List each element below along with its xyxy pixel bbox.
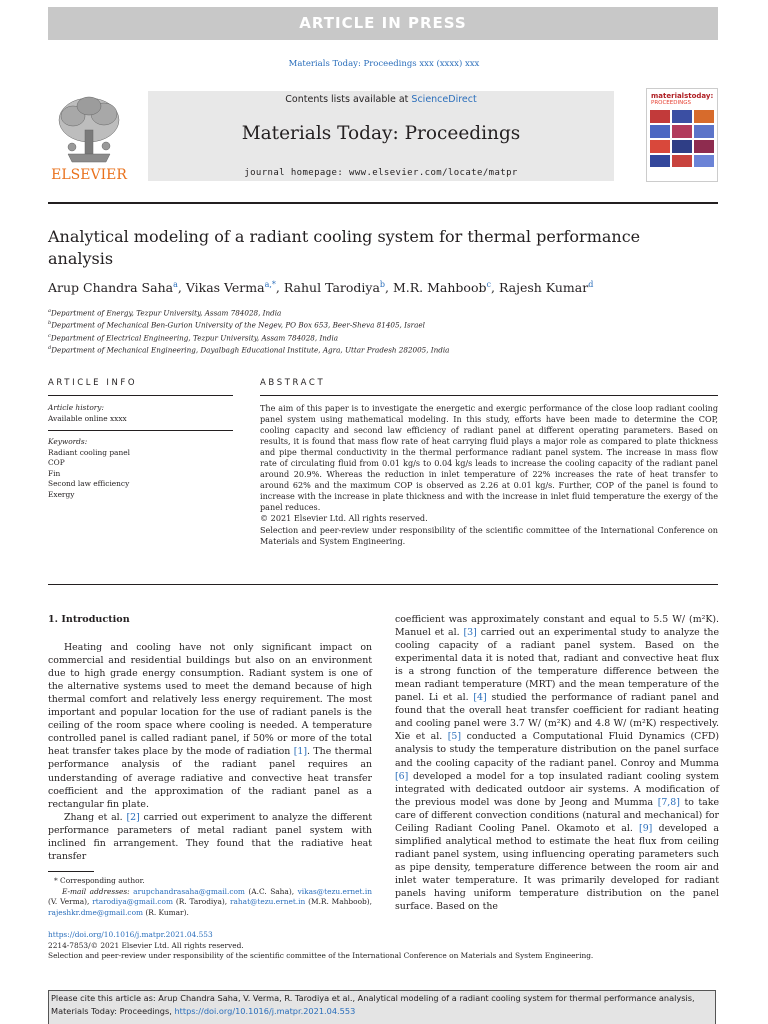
contents-line: [148, 94, 614, 105]
affiliation-marker: d: [48, 345, 52, 352]
author-affiliation-marker[interactable]: b: [379, 280, 386, 289]
author-affiliation-marker[interactable]: d: [588, 280, 594, 289]
elsevier-wordmark: ELSEVIER: [51, 167, 127, 182]
bottom-notes: [48, 930, 718, 962]
author-separator: ,: [275, 280, 284, 296]
author-separator: ,: [490, 280, 499, 296]
journal-header: [48, 88, 718, 184]
author-name: Arup Chandra Saha: [48, 280, 174, 296]
intro-paragraph-1: Heating and cooling have not only significant impact on commercial and residential buildings but also on an environment due to high grade energy consumption. Radiant system is one of the alternative systems used to meet the demand because of high thermal comfort and relatively less energy requirement. The most important and popular location for the use of radiant panels is the ceiling of the room space where cooling is needed. A temperature controlled panel is called radiant panel, if 50% or more of the total heat transfer takes place by the mode of radiation [1]. The thermal performance analysis of the radiant panel requires an understanding of average radiative and convective heat transfer coefficient and the approximation of the radiant panel as a rectangular fin plate.: [48, 642, 372, 810]
citation-link-1[interactable]: [1]: [293, 746, 307, 758]
citation-link-6[interactable]: [6]: [395, 770, 409, 782]
citation-box: [48, 990, 716, 1024]
author-name: Rajesh Kumar: [498, 280, 589, 296]
issn-line: 2214-7853/© 2021 Elsevier Ltd. All rights reserved.: [48, 940, 244, 950]
author-affiliation-marker[interactable]: a: [173, 280, 178, 289]
article-history-label: Article history:: [48, 403, 104, 412]
affiliation-text: Department of Mechanical Ben-Gurion University of the Negev, PO Box 653, Beer-Sheva 81405, Israel: [51, 320, 425, 330]
contents-prefix: Contents lists available at: [285, 94, 412, 105]
keyword-item: Second law efficiency: [48, 479, 130, 488]
affiliation-text: Department of Energy, Tezpur University, Assam 784028, India: [50, 308, 282, 318]
elsevier-logo: [48, 92, 130, 182]
article-history-value: Available online xxxx: [48, 413, 127, 423]
section-heading-introduction: 1. Introduction: [48, 614, 130, 625]
keyword-item: COP: [48, 458, 65, 467]
keyword-item: Radiant cooling panel: [48, 447, 130, 457]
citation-link-3[interactable]: [3]: [463, 627, 477, 639]
author-list: [48, 280, 708, 295]
affiliation-item: [48, 343, 708, 355]
citation-doi-link[interactable]: https://doi.org/10.1016/j.matpr.2021.04.553: [174, 1006, 356, 1016]
header-rule: [48, 202, 718, 204]
abstract-body: The aim of this paper is to investigate the energetic and exergic performance of the close loop radiant cooling panel system using mathematical modeling. In this study, efforts have been made to determine the COP, cooling capacity and second law efficiency of radiant panel at different operating parameters. Based on results, it is found that mass flow rate of heat carrying fluid plays a major role as compared to plate thickness and pipe thermal conductivity in the thermal performance radiant panel system. The increase in mass flow rate of circulating fluid from 0.01 kg/s to 0.04 kg/s leads to increase the cooling capacity of the radiant panel around 20.9%. Whereas the reduction in inlet temperature of 22% increases the rate of heat transfer to around 62% and the maximum COP is observed as 2.26 at 0.01 kg/s. Further, COP of the panel is found to increase with the increase in plate thickness and with the increase in inlet fluid temperature the exergy of the panel reduces.: [260, 403, 718, 513]
abstract-bottom-rule: [48, 584, 718, 585]
author-name: Vikas Verma: [185, 280, 265, 296]
citation-link-2[interactable]: [2]: [126, 811, 140, 823]
email-link-kumar[interactable]: rajeshkr.dme@gmail.com: [48, 907, 144, 917]
email-link-verma[interactable]: vikas@tezu.ernet.in: [297, 886, 372, 896]
author-separator: ,: [177, 280, 186, 296]
article-title: Analytical modeling of a radiant cooling system for thermal performance analysis: [48, 227, 641, 268]
body-column-right: [395, 613, 719, 913]
cover-title: materialstoday:: [651, 92, 714, 100]
affiliation-item: [48, 331, 708, 343]
keyword-item: Exergy: [48, 489, 75, 499]
affiliation-marker: b: [48, 320, 52, 327]
body-column-left: [48, 613, 372, 863]
cover-image-grid: [648, 110, 716, 168]
abstract-heading: ABSTRACT: [260, 378, 326, 388]
article-in-press-banner: ARTICLE IN PRESS: [48, 7, 718, 40]
affiliation-marker: c: [48, 332, 51, 339]
keyword-item: Fin: [48, 468, 61, 478]
affiliation-text: Department of Mechanical Engineering, Dayalbagh Educational Institute, Agra, Uttar Pradesh 282005, India: [51, 345, 450, 355]
journal-reference-link[interactable]: Materials Today: Proceedings xxx (xxxx) xxx: [288, 59, 480, 69]
article-info-heading: ARTICLE INFO: [48, 378, 138, 388]
intro-paragraph-2: Zhang et al. [2] carried out experiment to analyze the different performance parameters of metal radiant panel system with inclined fin arrangement. They found that the radiative heat transfer: [48, 811, 372, 862]
citation-link-4[interactable]: [4]: [473, 692, 487, 704]
footnote-rule: [48, 871, 94, 872]
author-name: M.R. Mahboob: [393, 280, 487, 296]
author-affiliation-marker[interactable]: a,*: [264, 280, 276, 289]
doi-link[interactable]: https://doi.org/10.1016/j.matpr.2021.04.553: [48, 930, 213, 939]
sciencedirect-link[interactable]: ScienceDirect: [411, 94, 477, 105]
affiliation-list: [48, 306, 708, 356]
article-info-rule: [48, 395, 233, 396]
email-addresses: E-mail addresses: arupchandrasaha@gmail.com (A.C. Saha), vikas@tezu.ernet.in (V. Verma), rtarodiya@gmail.com (R. Tarodiya), rahat@tezu.ernet.in (M.R. Mahboob), rajeshkr.dme@gmail.com (R. Kumar).: [48, 886, 373, 917]
corresponding-author-note: * Corresponding author.: [54, 876, 145, 885]
intro-paragraph-2-cont: coefficient was approximately constant and equal to 5.5 W/ (m²K). Manuel et al. [3] carried out an experimental study to analyze the cooling capacity of a radiant panel system. Based on the experimental data it is noted that, radiant and convective heat flux is a strong function of the temperature difference between the mean radiant temperature (MRT) and the mean temperature of the panel. Li et al. [4] studied the performance of radiant panel and found that the overall heat transfer coefficient for radiant heating and cooling panel were 3.7 W/ (m²K) and 4.8 W/ (m²K) respectively. Xie et al. [5] conducted a Computational Fluid Dynamics (CFD) analysis to study the temperature distribution on the panel surface and the cooling capacity of the radiant panel. Conroy and Mumma [6] developed a model for a top insulated radiant cooling system integrated with dedicated outdoor air systems. A modification of the previous model was done by Jeong and Mumma [7,8] to take care of different convection conditions (natural and mechanical) for Ceiling Radiant Cooling Panel. Okamoto et al. [9] developed a simplified analytical method to estimate the heat flux from ceiling radiant panel system, using influencing operating parameters such as pipe density, temperature difference between the room air and inlet water temperature. It was primarily developed for radiant panels having uniform temperature distribution on the panel surface. Based on the: [395, 614, 720, 913]
cover-subtitle: PROCEEDINGS: [651, 100, 691, 106]
affiliation-item: [48, 306, 708, 318]
keyword-list: [48, 448, 233, 501]
affiliation-marker: a: [48, 308, 51, 314]
citation-link-5[interactable]: [5]: [447, 731, 462, 743]
abstract-copyright: © 2021 Elsevier Ltd. All rights reserved.: [260, 513, 428, 524]
footnote-block: [48, 871, 372, 918]
journal-title: Materials Today: Proceedings: [241, 123, 521, 144]
email-link-mahboob[interactable]: rahat@tezu.ernet.in: [229, 897, 306, 906]
keywords-label: Keywords:: [48, 437, 88, 446]
article-info-panel: [48, 403, 233, 500]
affiliation-text: Department of Electrical Engineering, Tezpur University, Assam 784028, India: [50, 333, 339, 343]
abstract-rule: [260, 395, 718, 396]
citation-link-9[interactable]: [9]: [639, 822, 653, 834]
affiliation-item: [48, 318, 708, 330]
author-separator: ,: [385, 280, 393, 296]
journal-title-box: [148, 91, 614, 181]
journal-cover-thumbnail: [646, 88, 718, 182]
email-link-tarodiya[interactable]: rtarodiya@gmail.com: [92, 897, 173, 906]
citation-text: Please cite this article as: Arup Chandra Saha, V. Verma, R. Tarodiya et al., Analytical modeling of a radiant cooling system for thermal performance analysis, Materials Today: Proceedings,: [51, 993, 695, 1016]
author-name: Rahul Tarodiya: [283, 280, 380, 296]
email-link-saha[interactable]: arupchandrasaha@gmail.com: [133, 886, 245, 896]
abstract-text: [260, 403, 718, 547]
abstract-peer-review: Selection and peer-review under responsibility of the scientific committee of the International Conference on Materials and System Engineering.: [260, 524, 718, 546]
bottom-peer-review: Selection and peer-review under responsibility of the scientific committee of the International Conference on Materials and System Engineering.: [48, 951, 594, 960]
author-affiliation-marker[interactable]: c: [486, 280, 491, 289]
elsevier-tree-icon: [48, 92, 130, 182]
citation-link-7-8[interactable]: [7,8]: [657, 796, 680, 808]
journal-homepage[interactable]: journal homepage: www.elsevier.com/locate/matpr: [244, 168, 518, 178]
